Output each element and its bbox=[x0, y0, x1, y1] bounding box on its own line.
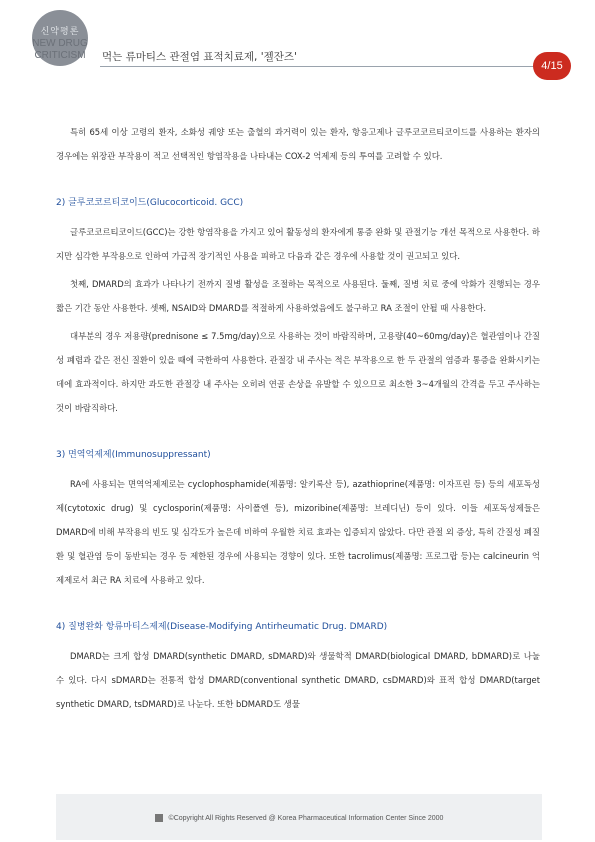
header-divider bbox=[100, 66, 541, 67]
logo-korean-text: 신약평론 bbox=[40, 27, 80, 37]
section-heading-gcc: 2) 글루코코르티코이드(Glucocorticoid. GCC) bbox=[56, 198, 244, 208]
copyright-text: ©Copyright All Rights Reserved @ Korea Pharmaceutical Information Center Since 2000 bbox=[168, 814, 444, 822]
page-footer bbox=[56, 794, 542, 840]
running-header-title: 먹는 류마티스 관절염 표적치료제, '젤잔즈' bbox=[102, 51, 297, 63]
logo-english-line1: NEW DRUG bbox=[32, 38, 88, 49]
dmard-paragraph: DMARD는 크게 합성 DMARD(synthetic DMARD, sDMARD)와 생물학적 DMARD(biological DMARD, bDMARD)로 나눌 수 있다. 다시 sDMARD는 전통적 합성 DMARD(conventional synthetic DMARD, csDMARD)와 표적 합성 DMARD(target synthetic DMARD, tsDMARD)로 나눈다. 또한 bDMARD도 생물 bbox=[56, 651, 540, 709]
footer-logo-icon bbox=[155, 814, 163, 822]
section-heading-immunosuppressant: 3) 면역억제제(Immunosuppressant) bbox=[56, 450, 211, 460]
document-body bbox=[56, 120, 540, 716]
publication-logo bbox=[18, 10, 98, 70]
intro-paragraph: 특히 65세 이상 고령의 환자, 소화성 궤양 또는 출혈의 과거력이 있는 환자, 항응고제나 글루코코르티코이드를 사용하는 환자의 경우에는 위장관 부작용이 적고 선택적인 항염작용을 나타내는 COX-2 억제제 등의 투여를 고려할 수 있다. bbox=[56, 127, 540, 161]
gcc-paragraph-3: 대부분의 경우 저용량(prednisone ≤ 7.5mg/day)으로 사용하는 것이 바람직하며, 고용량(40~60mg/day)은 혈관염이나 간질성 폐렴과 같은 전신 질환이 있을 때에 국한하여 사용한다. 관절강 내 주사는 적은 부작용으로 한 두 관절의 염증과 통증을 완화시키는 데에 효과적이다. 하지만 과도한 관절강 내 주사는 오히려 연골 손상을 유발할 수 있으므로 최소한 3~4개월의 간격을 두고 주사하는 것이 바람직하다. bbox=[56, 331, 540, 413]
page-number-badge: 4/15 bbox=[533, 52, 571, 80]
immunosuppressant-paragraph: RA에 사용되는 면역억제제로는 cyclophosphamide(제품명: 알키록산 등), azathioprine(제품명: 이자프린 등) 등의 세포독성제(cytotoxic drug) 및 cyclosporin(제품명: 사이폴엔 등), mizoribine(제품명: 브레디닌) 등이 있다. 이들 세포독성제들은 DMARD에 비해 부작용의 빈도 및 심각도가 높은데 비하여 우월한 치료 효과는 입증되지 않았다. 다만 관절 외 증상, 특히 간질성 폐질환 및 혈관염 등이 동반되는 경우 등 제한된 경우에 사용되는 경향이 있다. 또한 tacrolimus(제품명: 프로그랍 등)는 calcineurin 억제제로서 최근 RA 치료에 사용하고 있다. bbox=[56, 479, 540, 585]
gcc-paragraph-2: 첫째, DMARD의 효과가 나타나기 전까지 질병 활성을 조절하는 목적으로 사용된다. 둘째, 질병 치료 중에 악화가 진행되는 경우 짧은 기간 동안 사용한다. 셋째, NSAID와 DMARD를 적절하게 사용하였음에도 불구하고 RA 조절이 안될 때 사용한다. bbox=[56, 279, 540, 313]
logo-english-line2: CRITICISM bbox=[34, 50, 86, 61]
section-heading-dmard: 4) 질병완화 항류마티스제제(Disease-Modifying Antirheumatic Drug. DMARD) bbox=[56, 622, 388, 632]
gcc-paragraph-1: 글루코코르티코이드(GCC)는 강한 항염작용을 가지고 있어 활동성의 환자에게 통증 완화 및 관절기능 개선 목적으로 사용한다. 하지만 심각한 부작용으로 인하여 가급적 장기적인 사용을 피하고 다음과 같은 경우에 사용할 것이 권고되고 있다. bbox=[56, 227, 540, 261]
